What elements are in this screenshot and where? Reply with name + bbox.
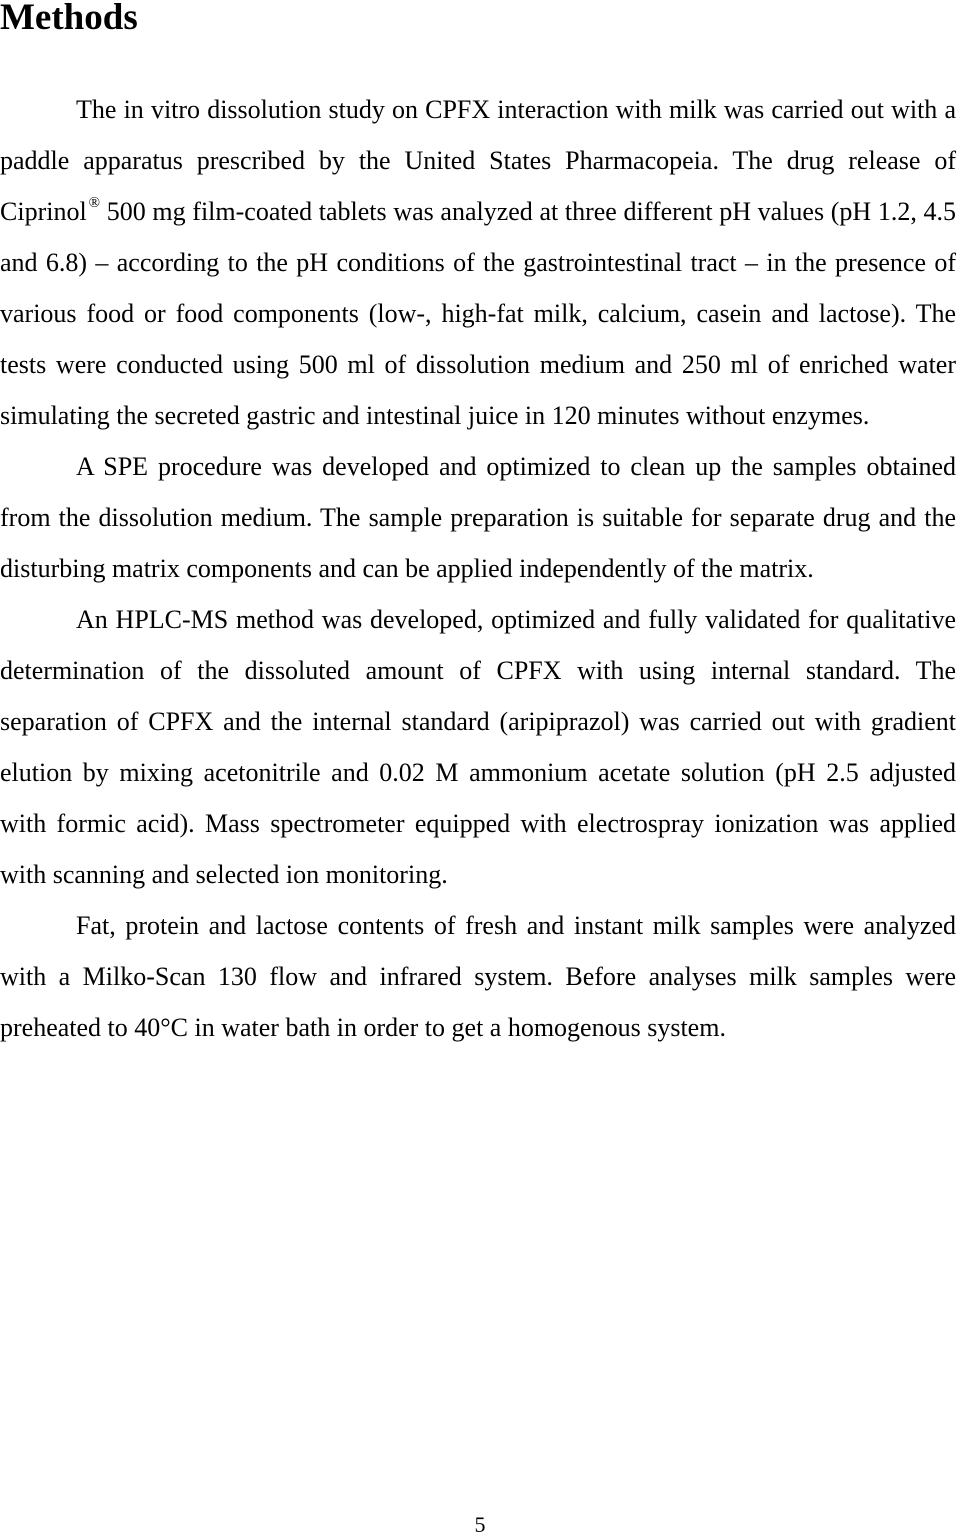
paragraph-hplc-ms-method: An HPLC-MS method was developed, optimized and fully validated for qualitative determination of the dissoluted amount of CPFX with using internal standard. The separation of CPFX and the internal standard (aripiprazol) was carried out with gradient elution by mixing acetonitrile and 0.02 M ammonium acetate solution (pH 2.5 adjusted with formic acid). Mass spectrometer equipped with electrospray ionization was applied with scanning and selected ion monitoring. [0,605,956,889]
registered-trademark-symbol: ® [88,195,101,211]
paragraph-milk-analysis: Fat, protein and lactose contents of fresh and instant milk samples were analyzed with a Milko-Scan 130 flow and infrared system. Before analyses milk samples were preheated to 40°C in water bath in order to get a homogenous system. [0,911,956,1042]
paragraph-dissolution-study [0,84,956,441]
methods-body [0,84,956,1053]
paragraph-spe-procedure: A SPE procedure was developed and optimized to clean up the samples obtained from the dissolution medium. The sample preparation is suitable for separate drug and the disturbing matrix components and can be applied independently of the matrix. [0,452,956,583]
paragraph-text: The in vitro dissolution study on CPFX interaction with milk was carried out with a paddle apparatus prescribed by the United States Pharmacopeia. The drug release of Ciprinol [0,95,956,226]
page-number: 5 [474,1512,486,1537]
paragraph-text: 500 mg film-coated tablets was analyzed at three different pH values (pH 1.2, 4.5 and 6.8) – according to the pH conditions of the gastrointestinal tract – in the presence of various food or food components (low-, high-fat milk, calcium, casein and lactose). The tests were conducted using 500 ml of dissolution medium and 250 ml of enriched water simulating the secreted gastric and intestinal juice in 120 minutes without enzymes. [0,197,956,430]
section-heading: Methods [0,0,138,38]
